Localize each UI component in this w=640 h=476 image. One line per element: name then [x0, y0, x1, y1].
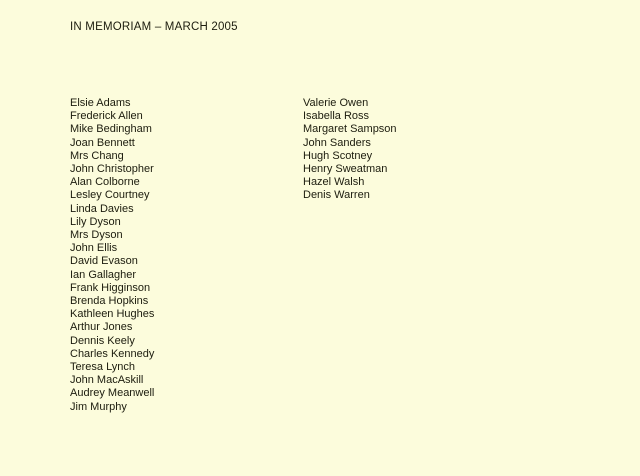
page-title: IN MEMORIAM – MARCH 2005 — [70, 21, 238, 33]
memoriam-name: Lesley Courtney — [70, 189, 150, 202]
memoriam-name: Denis Warren — [303, 189, 370, 202]
name-columns — [70, 97, 620, 414]
memoriam-name: Teresa Lynch — [70, 361, 136, 374]
memoriam-name: Alan Colborne — [70, 176, 140, 189]
memoriam-name: Mrs Dyson — [70, 229, 123, 242]
memoriam-name: Elsie Adams — [70, 97, 131, 109]
memoriam-name: John Christopher — [70, 163, 154, 176]
memoriam-name: Hugh Scotney — [303, 149, 373, 162]
memoriam-name: Charles Kennedy — [70, 347, 155, 360]
memoriam-name: Hazel Walsh — [303, 176, 365, 189]
memoriam-name: Kathleen Hughes — [70, 308, 155, 321]
memoriam-name: Ian Gallagher — [70, 268, 137, 281]
memoriam-name: Mike Bedingham — [70, 123, 152, 136]
memoriam-name: John MacAskill — [70, 374, 144, 387]
memoriam-name: David Evason — [70, 255, 138, 268]
memoriam-name: Audrey Meanwell — [70, 387, 155, 400]
name-column-left — [70, 97, 303, 414]
memoriam-name: John Sanders — [303, 136, 371, 149]
memoriam-name: Mrs Chang — [70, 149, 124, 162]
name-column-right — [303, 97, 620, 203]
memoriam-name: Brenda Hopkins — [70, 295, 149, 308]
memoriam-name: Henry Sweatman — [303, 163, 388, 176]
memoriam-name: Dennis Keely — [70, 334, 135, 347]
memoriam-name: Linda Davies — [70, 202, 134, 215]
memoriam-name: Valerie Owen — [303, 97, 369, 109]
memoriam-name: Frederick Allen — [70, 110, 143, 123]
memoriam-name: Arthur Jones — [70, 321, 133, 334]
memoriam-name: Frank Higginson — [70, 281, 151, 294]
memoriam-name: Lily Dyson — [70, 215, 121, 228]
memoriam-name: Isabella Ross — [303, 110, 370, 123]
memoriam-name: Margaret Sampson — [303, 123, 397, 136]
memoriam-name: John Ellis — [70, 242, 118, 255]
memoriam-name: Jim Murphy — [70, 400, 127, 413]
memoriam-name: Joan Bennett — [70, 136, 135, 149]
